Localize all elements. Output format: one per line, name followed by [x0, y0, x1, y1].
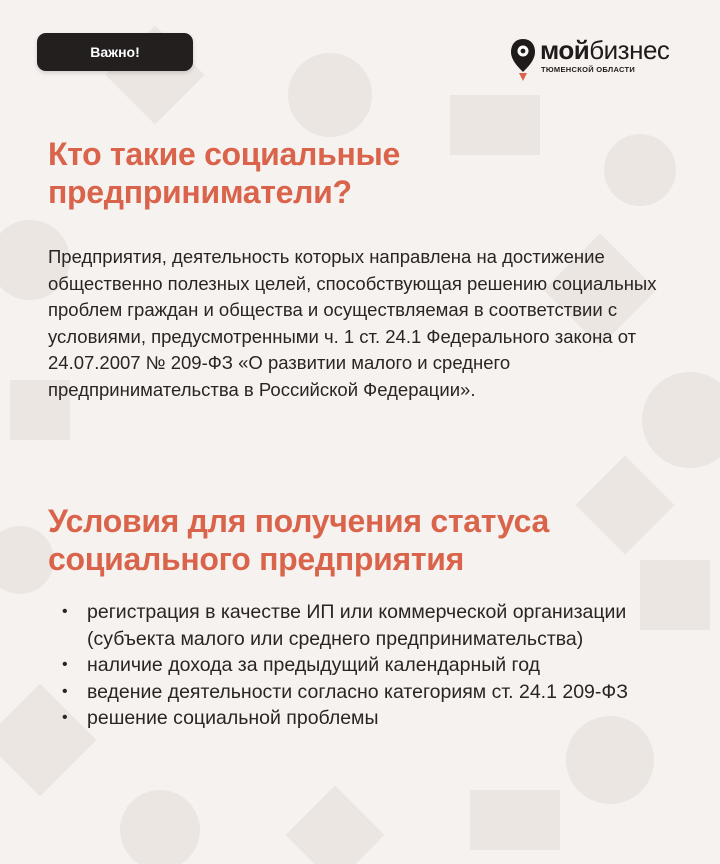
bullet-icon: •	[62, 656, 68, 673]
logo	[510, 35, 685, 84]
logo-word-bold: мой	[540, 35, 590, 65]
logo-subtitle: ТЮМЕНСКОЙ ОБЛАСТИ	[541, 65, 636, 74]
section-title-who: Кто такие социальные предприниматели?	[48, 136, 401, 210]
bullet-icon: •	[62, 682, 68, 700]
logo-wordmark	[540, 36, 669, 64]
definition-text: Предприятия, деятельность которых направлена на достижение общественно полезных целей, способствующая решению социальных проблем граждан и общества и осуществляемая в соответствии с условиями, предусмотренными ч. 1 ст. 24.1 Федерального закона от 24.07.2007 № 209-ФЗ «О развитии малого и среднего предпринимательства в Российской Федерации».	[48, 246, 657, 400]
bullet-icon: •	[62, 709, 68, 726]
list-item	[62, 705, 692, 732]
list-item-text: решение социальной проблемы	[87, 707, 379, 729]
list-item-text: ведение деятельности согласно категориям ст. 24.1 209-ФЗ	[87, 680, 628, 703]
section-title-conditions: Условия для получения статуса социального предприятия	[48, 503, 549, 577]
list-item	[62, 599, 692, 652]
bullet-icon: •	[62, 603, 68, 620]
important-badge: Важно!	[37, 33, 193, 71]
list-item-text: регистрация в качестве ИП или коммерческой организации (субъекта малого или среднего предпринимательства)	[87, 601, 627, 650]
list-item	[62, 679, 692, 706]
conditions-list	[62, 599, 692, 732]
logo-word-regular: бизнес	[589, 35, 670, 65]
list-item-text: наличие дохода за предыдущий календарный год	[87, 654, 541, 676]
rocket-pin-icon	[510, 38, 536, 82]
list-item	[62, 652, 692, 679]
